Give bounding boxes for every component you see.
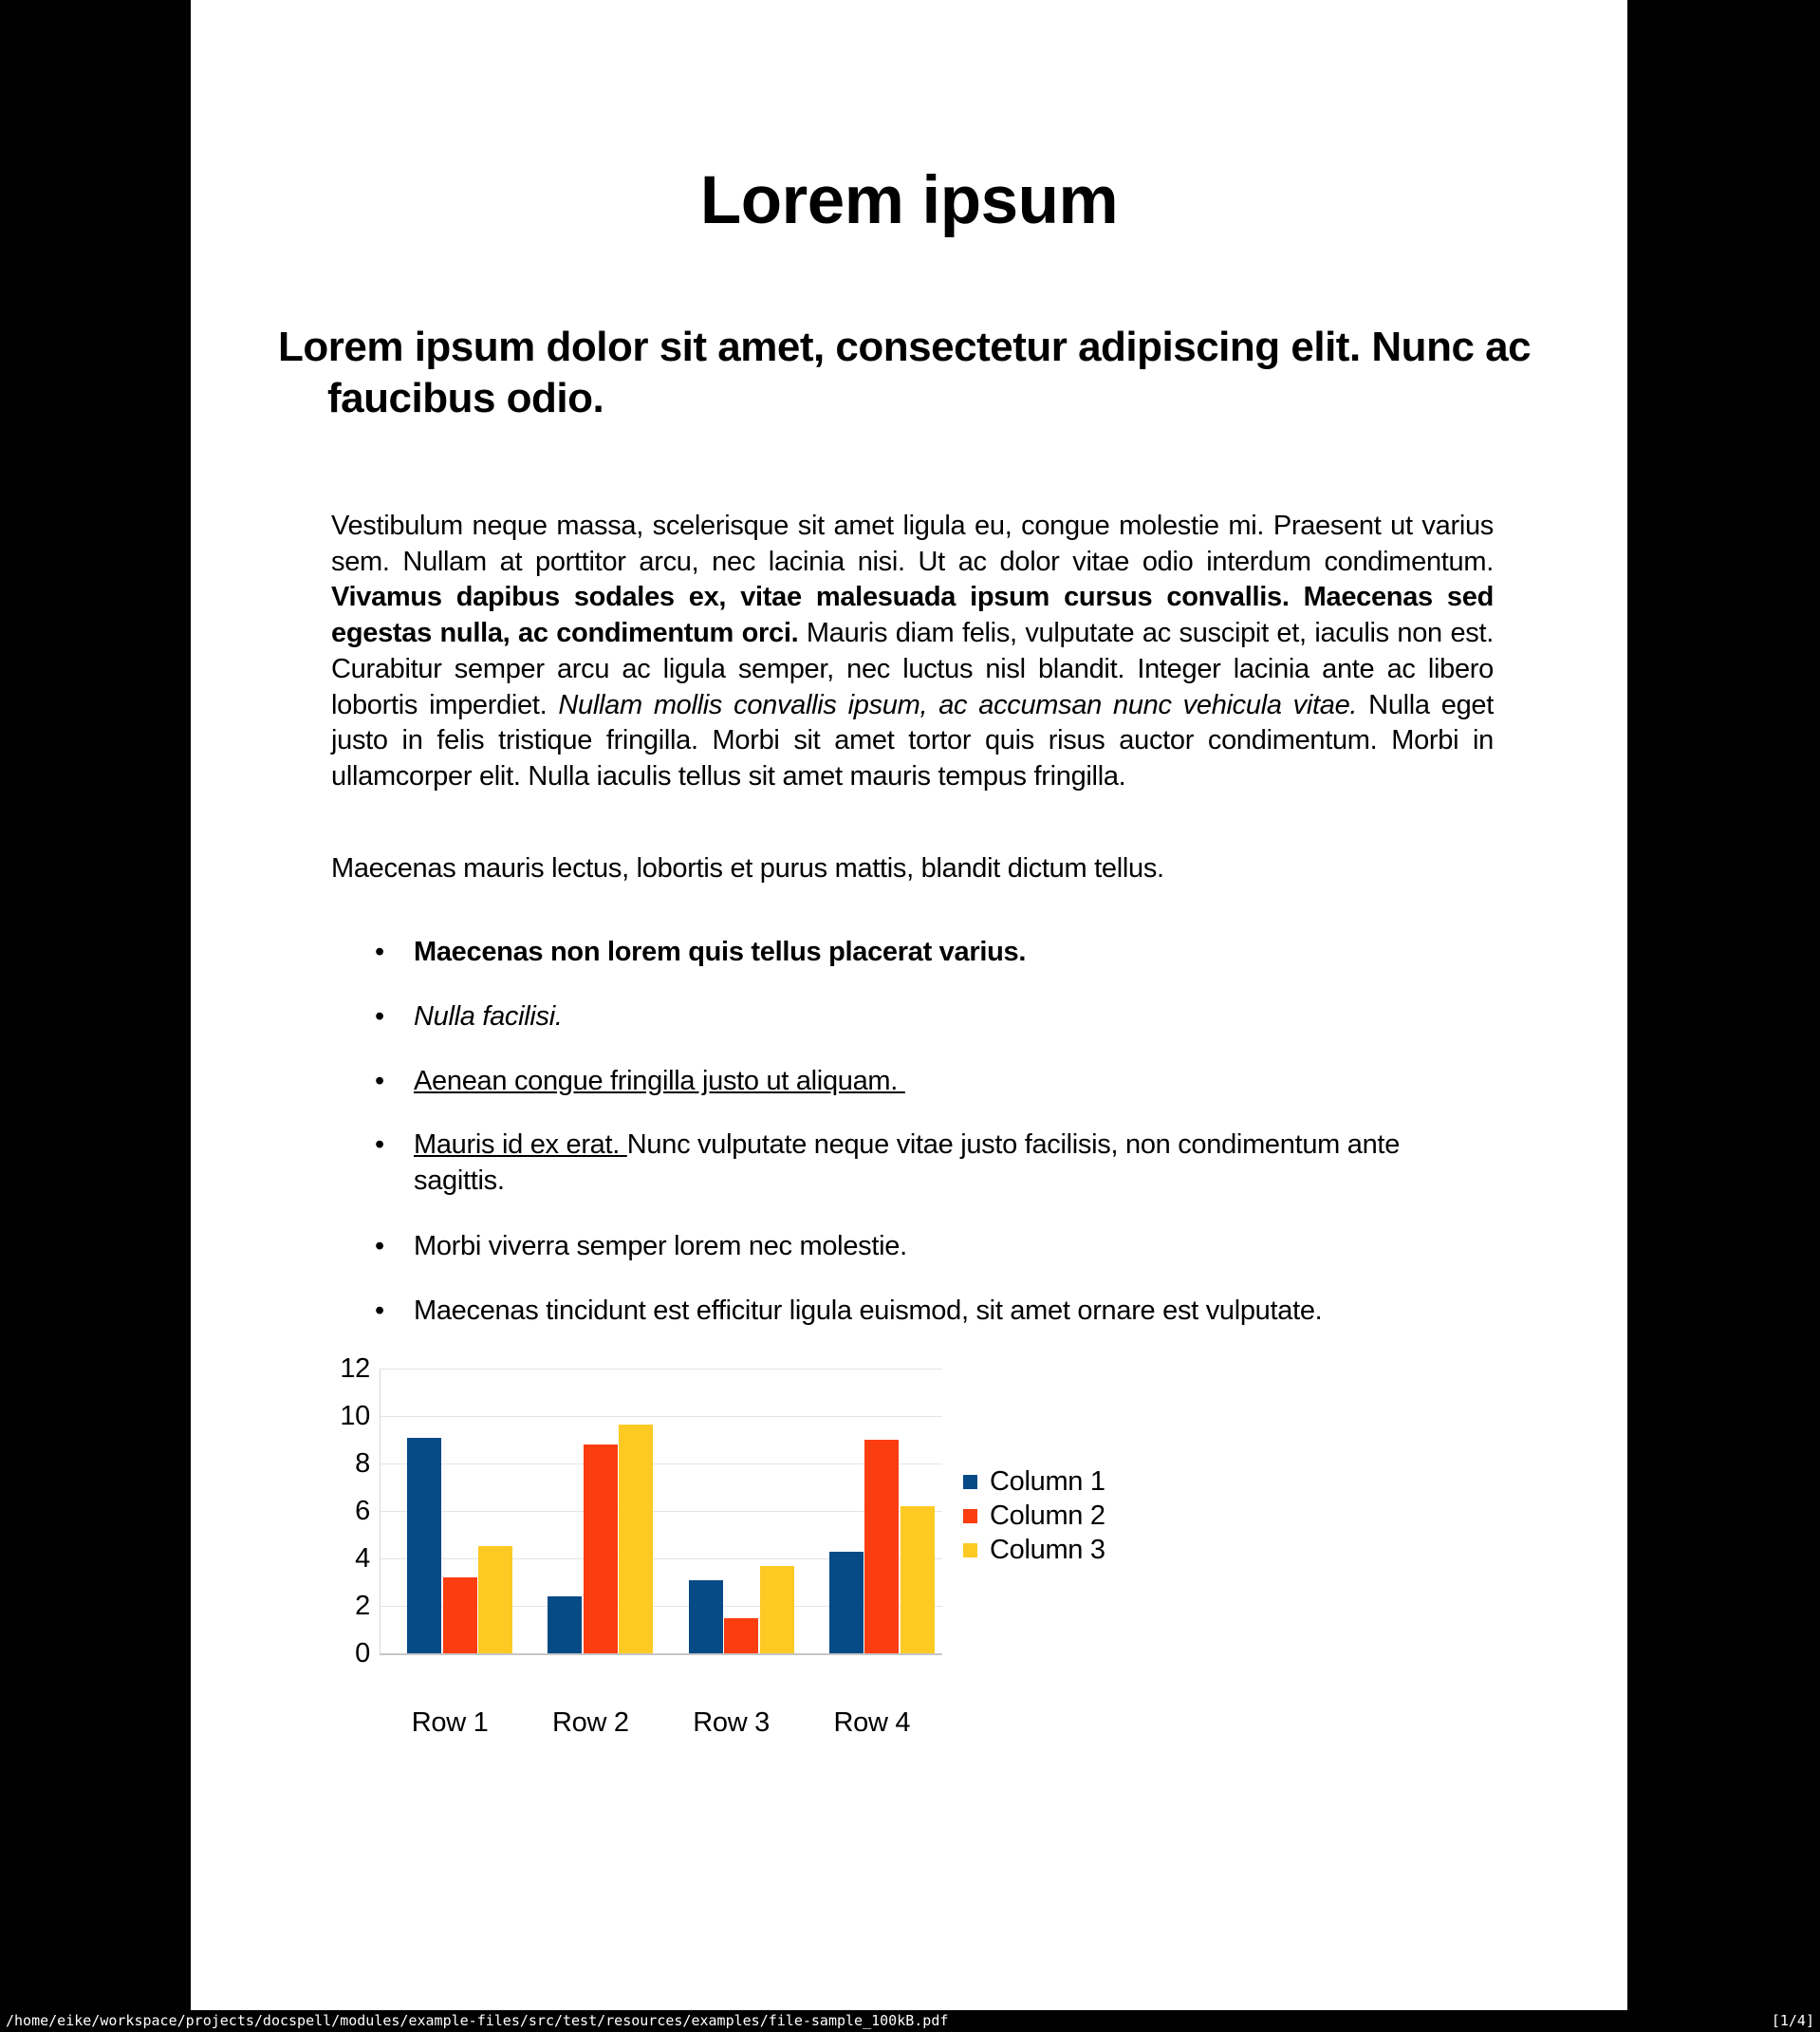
bar-row-4-column-2 bbox=[864, 1440, 899, 1654]
text-segment-italic: Nullam mollis convallis ipsum, ac accumsan nunc vehicula vitae. bbox=[558, 689, 1358, 720]
bar-row-2-column-2 bbox=[584, 1445, 618, 1653]
legend-swatch bbox=[963, 1475, 977, 1489]
text-segment-bold: Maecenas non lorem quis tellus placerat varius. bbox=[414, 937, 1027, 967]
y-axis-tick-label: 4 bbox=[355, 1543, 370, 1574]
legend-item bbox=[963, 1467, 1105, 1496]
text-segment-normal: Nunc vulputate neque vitae justo facilisis, non condimentum ante sagittis. bbox=[414, 1129, 1401, 1196]
bullet-icon: • bbox=[375, 1296, 384, 1326]
legend-item bbox=[963, 1501, 1105, 1530]
x-axis-line bbox=[380, 1653, 942, 1655]
text-segment-bold: Vivamus dapibus sodales ex, vitae malesuada ipsum cursus convallis. Maecenas sed egestas nulla, ac condimentum orci. bbox=[331, 582, 1494, 649]
bar-row-3-column-3 bbox=[760, 1566, 794, 1654]
legend-item bbox=[963, 1536, 1105, 1564]
bar-row-1-column-1 bbox=[407, 1438, 441, 1654]
document-page[interactable] bbox=[191, 0, 1627, 2010]
y-axis-tick-label: 12 bbox=[340, 1353, 370, 1384]
y-axis-tick-label: 2 bbox=[355, 1591, 370, 1621]
text-segment-normal: Maecenas tincidunt est efficitur ligula euismod, sit amet ornare est vulputate. bbox=[414, 1296, 1323, 1326]
y-axis-tick-label: 10 bbox=[340, 1401, 370, 1431]
document-title: Lorem ipsum bbox=[699, 163, 1119, 238]
bar-chart bbox=[191, 0, 1627, 2010]
gridline bbox=[380, 1416, 942, 1417]
y-axis-tick-label: 0 bbox=[355, 1638, 370, 1668]
x-axis-category-label: Row 3 bbox=[693, 1707, 770, 1738]
bullet-icon: • bbox=[375, 937, 384, 967]
y-axis-tick-label: 8 bbox=[355, 1448, 370, 1479]
gridline bbox=[380, 1369, 942, 1370]
bar-row-4-column-3 bbox=[901, 1506, 935, 1653]
bullet-icon: • bbox=[375, 1231, 384, 1261]
bar-row-4-column-1 bbox=[829, 1552, 864, 1654]
intro-paragraph: Maecenas mauris lectus, lobortis et purus mattis, blandit dictum tellus. bbox=[331, 853, 1164, 884]
file-path: /home/eike/workspace/projects/docspell/modules/example-files/src/test/resources/examples/file-sample_100kB.pdf bbox=[6, 2012, 949, 2029]
legend-label: Column 1 bbox=[990, 1466, 1105, 1497]
legend-swatch bbox=[963, 1543, 977, 1557]
legend-label: Column 2 bbox=[990, 1501, 1105, 1531]
bullet-icon: • bbox=[375, 1129, 384, 1160]
text-segment-underline: Aenean congue fringilla justo ut aliquam. bbox=[414, 1066, 905, 1096]
text-segment-normal: Mauris diam felis, vulputate ac suscipit et, iaculis non est. Curabitur semper arcu ac ligula semper, nec luctus nisl blandit. Integer lacinia ante ac libero lobortis imperdiet. bbox=[331, 618, 1494, 720]
x-axis-category-label: Row 1 bbox=[411, 1707, 489, 1738]
y-axis-tick-label: 6 bbox=[355, 1496, 370, 1526]
page-indicator: [1/4] bbox=[1771, 2012, 1814, 2029]
gridline bbox=[380, 1463, 942, 1464]
bar-row-1-column-2 bbox=[443, 1577, 477, 1653]
x-axis-category-label: Row 4 bbox=[833, 1707, 911, 1738]
y-axis-line bbox=[380, 1369, 381, 1653]
status-bar bbox=[0, 2010, 1820, 2032]
x-axis-category-label: Row 2 bbox=[552, 1707, 629, 1738]
legend-label: Column 3 bbox=[990, 1535, 1105, 1565]
section-heading: Lorem ipsum dolor sit amet, consectetur adipiscing elit. Nunc ac faucibus odio. bbox=[278, 324, 1532, 421]
text-segment-italic: Nulla facilisi. bbox=[414, 1001, 563, 1032]
text-segment-normal: Vestibulum neque massa, scelerisque sit amet ligula eu, congue molestie mi. Praesent ut varius sem. Nullam at porttitor arcu, nec lacinia nisi. Ut ac dolor vitae odio interdum condimentum. bbox=[331, 511, 1494, 577]
gridline bbox=[380, 1511, 942, 1512]
text-segment-normal: Nulla eget justo in felis tristique fringilla. Morbi sit amet tortor quis risus auctor condimentum. Morbi in ullamcorper elit. Nulla iaculis tellus sit amet mauris tempus fringilla. bbox=[331, 689, 1494, 792]
text-segment-underline: Mauris id ex erat. bbox=[414, 1129, 627, 1160]
bullet-icon: • bbox=[375, 1001, 384, 1032]
bar-row-2-column-1 bbox=[548, 1596, 582, 1653]
text-segment-normal: Morbi viverra semper lorem nec molestie. bbox=[414, 1231, 907, 1261]
bar-row-1-column-3 bbox=[478, 1546, 512, 1654]
bar-row-2-column-3 bbox=[619, 1425, 653, 1653]
bullet-icon: • bbox=[375, 1066, 384, 1096]
bar-row-3-column-1 bbox=[689, 1580, 723, 1654]
legend-swatch bbox=[963, 1509, 977, 1523]
bar-row-3-column-2 bbox=[724, 1618, 758, 1654]
